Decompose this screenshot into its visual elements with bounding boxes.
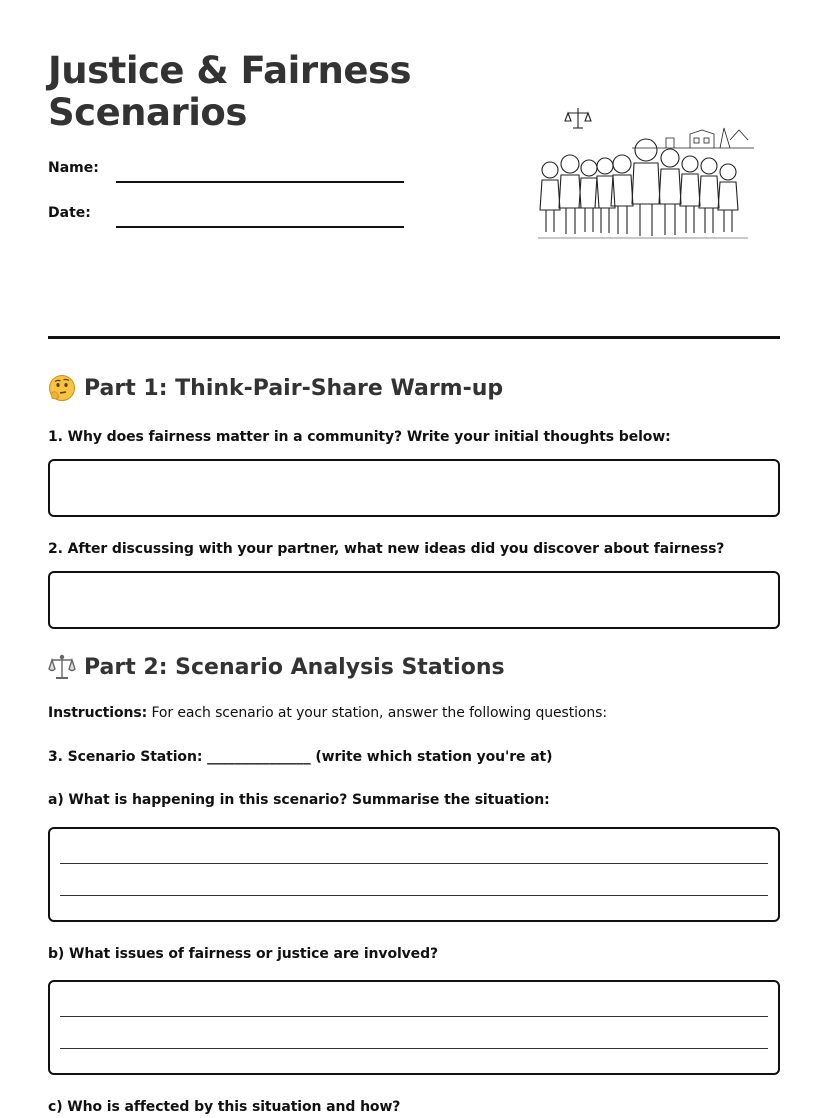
part2-heading: [48, 653, 505, 680]
answer-box-q1[interactable]: [48, 459, 780, 517]
date-field[interactable]: [116, 226, 404, 228]
answer-line: [60, 1048, 768, 1049]
question-2: 2. After discussing with your partner, what new ideas did you discover about fairness?: [48, 541, 725, 557]
answer-line: [60, 863, 768, 864]
header-divider: [48, 336, 780, 339]
title-line-2: Scenarios: [48, 91, 247, 134]
question-3: 3. Scenario Station: _______________ (write which station you're at): [48, 749, 553, 765]
question-3c: c) Who is affected by this situation and how?: [48, 1099, 401, 1115]
answer-box-q2[interactable]: [48, 571, 780, 629]
part1-heading: [48, 374, 503, 401]
answer-box-3b[interactable]: [48, 980, 780, 1075]
answer-line: [60, 1016, 768, 1017]
answer-line: [60, 895, 768, 896]
children-scale-illustration: [534, 100, 756, 242]
part2-title: Part 2: Scenario Analysis Stations: [84, 655, 505, 680]
answer-box-3a[interactable]: [48, 827, 780, 922]
part1-title: Part 1: Think-Pair-Share Warm-up: [84, 376, 504, 401]
name-label: Name:: [48, 160, 99, 176]
date-field-row: [48, 205, 408, 235]
title-line-1: Justice & Fairness: [48, 49, 412, 92]
instructions: [48, 705, 607, 721]
question-3a: a) What is happening in this scenario? Summarise the situation:: [48, 792, 550, 808]
instructions-label: Instructions:: [48, 705, 148, 721]
name-field-row: [48, 160, 408, 190]
thinking-face-icon: [48, 374, 78, 400]
question-3b: b) What issues of fairness or justice are involved?: [48, 946, 439, 962]
instructions-text: For each scenario at your station, answer the following questions:: [147, 705, 607, 721]
balance-scale-icon: [48, 653, 78, 679]
name-field[interactable]: [116, 181, 404, 183]
small-scale-icon: [565, 108, 591, 128]
question-1: 1. Why does fairness matter in a community? Write your initial thoughts below:: [48, 429, 671, 445]
date-label: Date:: [48, 205, 91, 221]
worksheet-title: [48, 50, 428, 134]
